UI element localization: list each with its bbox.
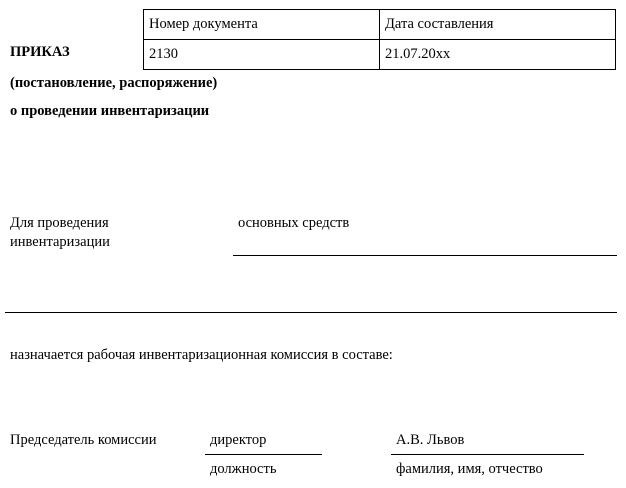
document-info-table — [143, 9, 616, 70]
order-title: ПРИКАЗ — [10, 44, 70, 60]
position-caption: должность — [210, 461, 277, 477]
chairman-name: А.В. Львов — [396, 432, 465, 448]
purpose-underline — [233, 255, 617, 256]
order-types: (постановление, распоряжение) — [10, 75, 218, 91]
name-caption: фамилия, имя, отчество — [396, 461, 543, 477]
purpose-label-line1: Для проведения — [10, 215, 109, 231]
blank-line — [5, 312, 617, 313]
doc-number-value: 2130 — [144, 40, 380, 70]
doc-number-header: Номер документа — [144, 10, 380, 40]
position-underline — [205, 454, 322, 455]
name-underline — [391, 454, 584, 455]
chairman-label: Председатель комиссии — [10, 432, 157, 448]
chairman-position: директор — [210, 432, 267, 448]
purpose-label-line2: инвентаризации — [10, 234, 110, 250]
order-subject: о проведении инвентаризации — [10, 103, 210, 119]
doc-date-header: Дата составления — [380, 10, 616, 40]
commission-text: назначается рабочая инвентаризационная комиссия в составе: — [10, 347, 393, 363]
doc-date-value: 21.07.20xx — [380, 40, 616, 70]
purpose-value: основных средств — [238, 215, 350, 231]
